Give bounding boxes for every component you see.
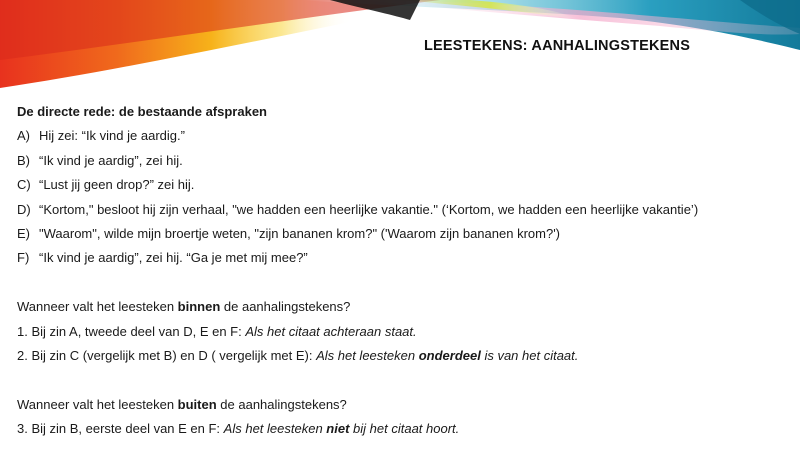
example-c [17,173,787,197]
spacer [17,271,787,295]
slide-body [17,100,787,441]
rule-3: 3. Bij zin B, eerste deel van E en F: Als het leesteken niet bij het citaat hoort. [17,421,460,437]
example-letter: E) [17,225,30,241]
slide-title: LEESTEKENS: AANHALINGSTEKENS [424,38,691,54]
rule-2: 2. Bij zin C (vergelijk met B) en D ( vergelijk met E): Als het leesteken onderdeel is van het citaat. [17,347,579,363]
rule-1: 1. Bij zin A, tweede deel van D, E en F: Als het citaat achteraan staat. [17,323,417,339]
example-b [17,149,787,173]
example-e [17,222,787,246]
example-text: “Ik vind je aardig”, zei hij. “Ga je met mij mee?” [39,250,308,266]
question-outside: Wanneer valt het leesteken buiten de aanhalingstekens? [17,396,347,412]
section-heading: De directe rede: de bestaande afspraken [17,104,267,119]
example-text: "Waarom", wilde mijn broertje weten, "zijn bananen krom?" ('Waarom zijn bananen krom?') [39,225,561,241]
example-text: “Ik vind je aardig”, zei hij. [39,152,183,168]
example-d [17,198,787,222]
spacer [17,368,787,392]
example-f [17,246,787,270]
question-inside: Wanneer valt het leesteken binnen de aanhalingstekens? [17,299,351,315]
example-letter: C) [17,177,31,193]
example-letter: F) [17,250,30,266]
example-letter: A) [17,128,30,144]
example-text: “Kortom," besloot hij zijn verhaal, "we hadden een heerlijke vakantie." (‘Kortom, we hadden een heerlijke vakantie’) [39,201,699,217]
example-a [17,124,787,148]
example-text: Hij zei: “Ik vind je aardig.” [39,128,185,144]
example-letter: B) [17,152,30,168]
example-text: “Lust jij geen drop?” zei hij. [39,177,195,193]
example-letter: D) [17,201,31,217]
